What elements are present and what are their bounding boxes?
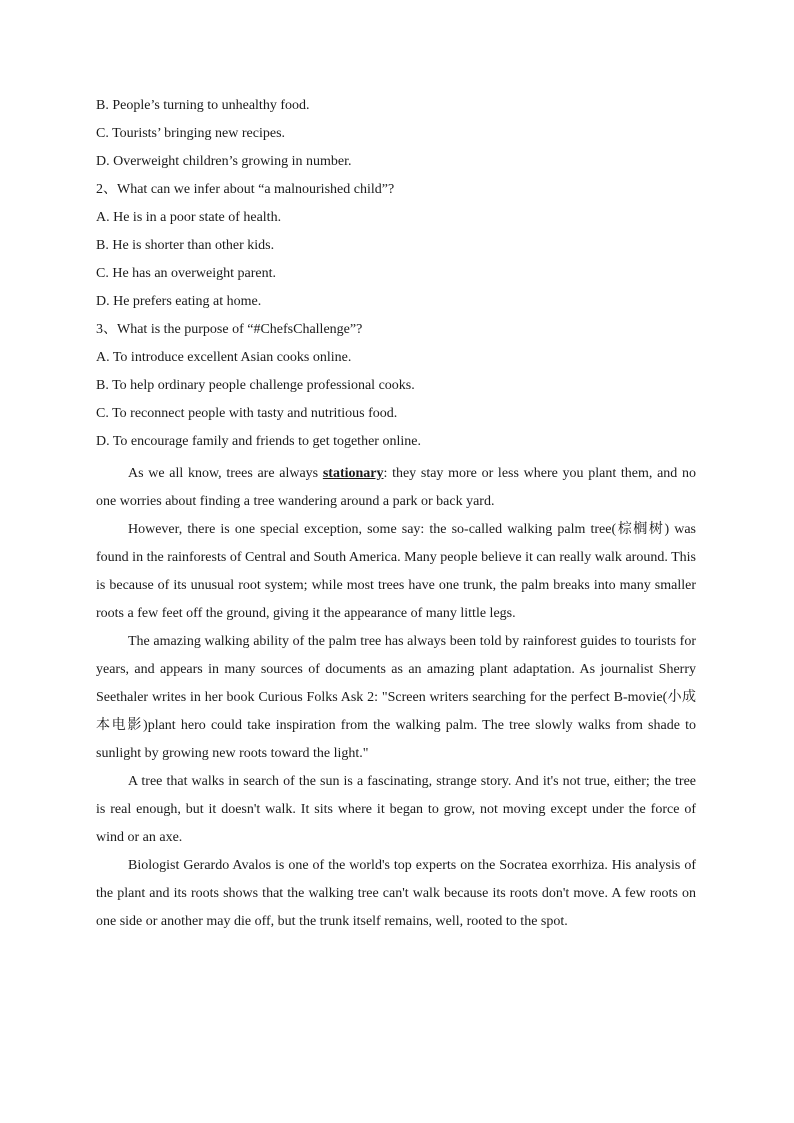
q2-option-c: C. He has an overweight parent.	[96, 266, 276, 281]
q2-option-d: D. He prefers eating at home.	[96, 294, 262, 309]
p1-text-after: : they stay more or less where you plant them, and no one worries about finding a tree wandering around a park or back yard.	[96, 466, 696, 509]
q1-option-c: C. Tourists’ bringing new recipes.	[96, 126, 286, 141]
passage-paragraph-1	[96, 460, 696, 516]
q3-option-c: C. To reconnect people with tasty and nutritious food.	[96, 406, 398, 421]
q2-question: 2、What can we infer about “a malnourished child”?	[96, 182, 395, 197]
passage-paragraph-5: Biologist Gerardo Avalos is one of the world's top experts on the Socratea exorrhiza. His analysis of the plant and its roots shows that the walking tree can't walk because its roots don't move. A few roots on one side or another may die off, but the trunk itself remains, well, rooted to the spot.	[96, 858, 696, 929]
document-page	[96, 92, 696, 936]
q3-option-d: D. To encourage family and friends to get together online.	[96, 434, 421, 449]
q3-question: 3、What is the purpose of “#ChefsChallenge”?	[96, 322, 363, 337]
passage-paragraph-2: However, there is one special exception, some say: the so-called walking palm tree(棕榈树) was found in the rainforests of Central and South America. Many people believe it can really walk around. This is because of its unusual root system; while most trees have one trunk, the palm breaks into many smaller roots a few feet off the ground, giving it the appearance of many little legs.	[96, 522, 696, 621]
q2-option-b: B. He is shorter than other kids.	[96, 238, 275, 253]
keyword-stationary: stationary	[322, 466, 384, 481]
q1-option-b: B. People’s turning to unhealthy food.	[96, 98, 310, 113]
passage-paragraph-3: The amazing walking ability of the palm tree has always been told by rainforest guides to tourists for years, and appears in many sources of documents as an amazing plant adaptation. As journalist Sherry Seethaler writes in her book Curious Folks Ask 2: "Screen writers searching for the perfect B-movie(小成本电影)plant hero could take inspiration from the walking palm. The tree slowly walks from shade to sunlight by growing new roots toward the light."	[96, 634, 696, 761]
q1-option-d: D. Overweight children’s growing in number.	[96, 154, 352, 169]
p1-text-before: As we all know, trees are always	[128, 466, 323, 481]
passage-paragraph-4: A tree that walks in search of the sun is a fascinating, strange story. And it's not true, either; the tree is real enough, but it doesn't walk. It sits where it began to grow, not moving except under the force of wind or an axe.	[96, 774, 696, 845]
q3-option-b: B. To help ordinary people challenge professional cooks.	[96, 378, 415, 393]
q2-option-a: A. He is in a poor state of health.	[96, 210, 282, 225]
q3-option-a: A. To introduce excellent Asian cooks online.	[96, 350, 352, 365]
reading-passage	[96, 460, 696, 936]
